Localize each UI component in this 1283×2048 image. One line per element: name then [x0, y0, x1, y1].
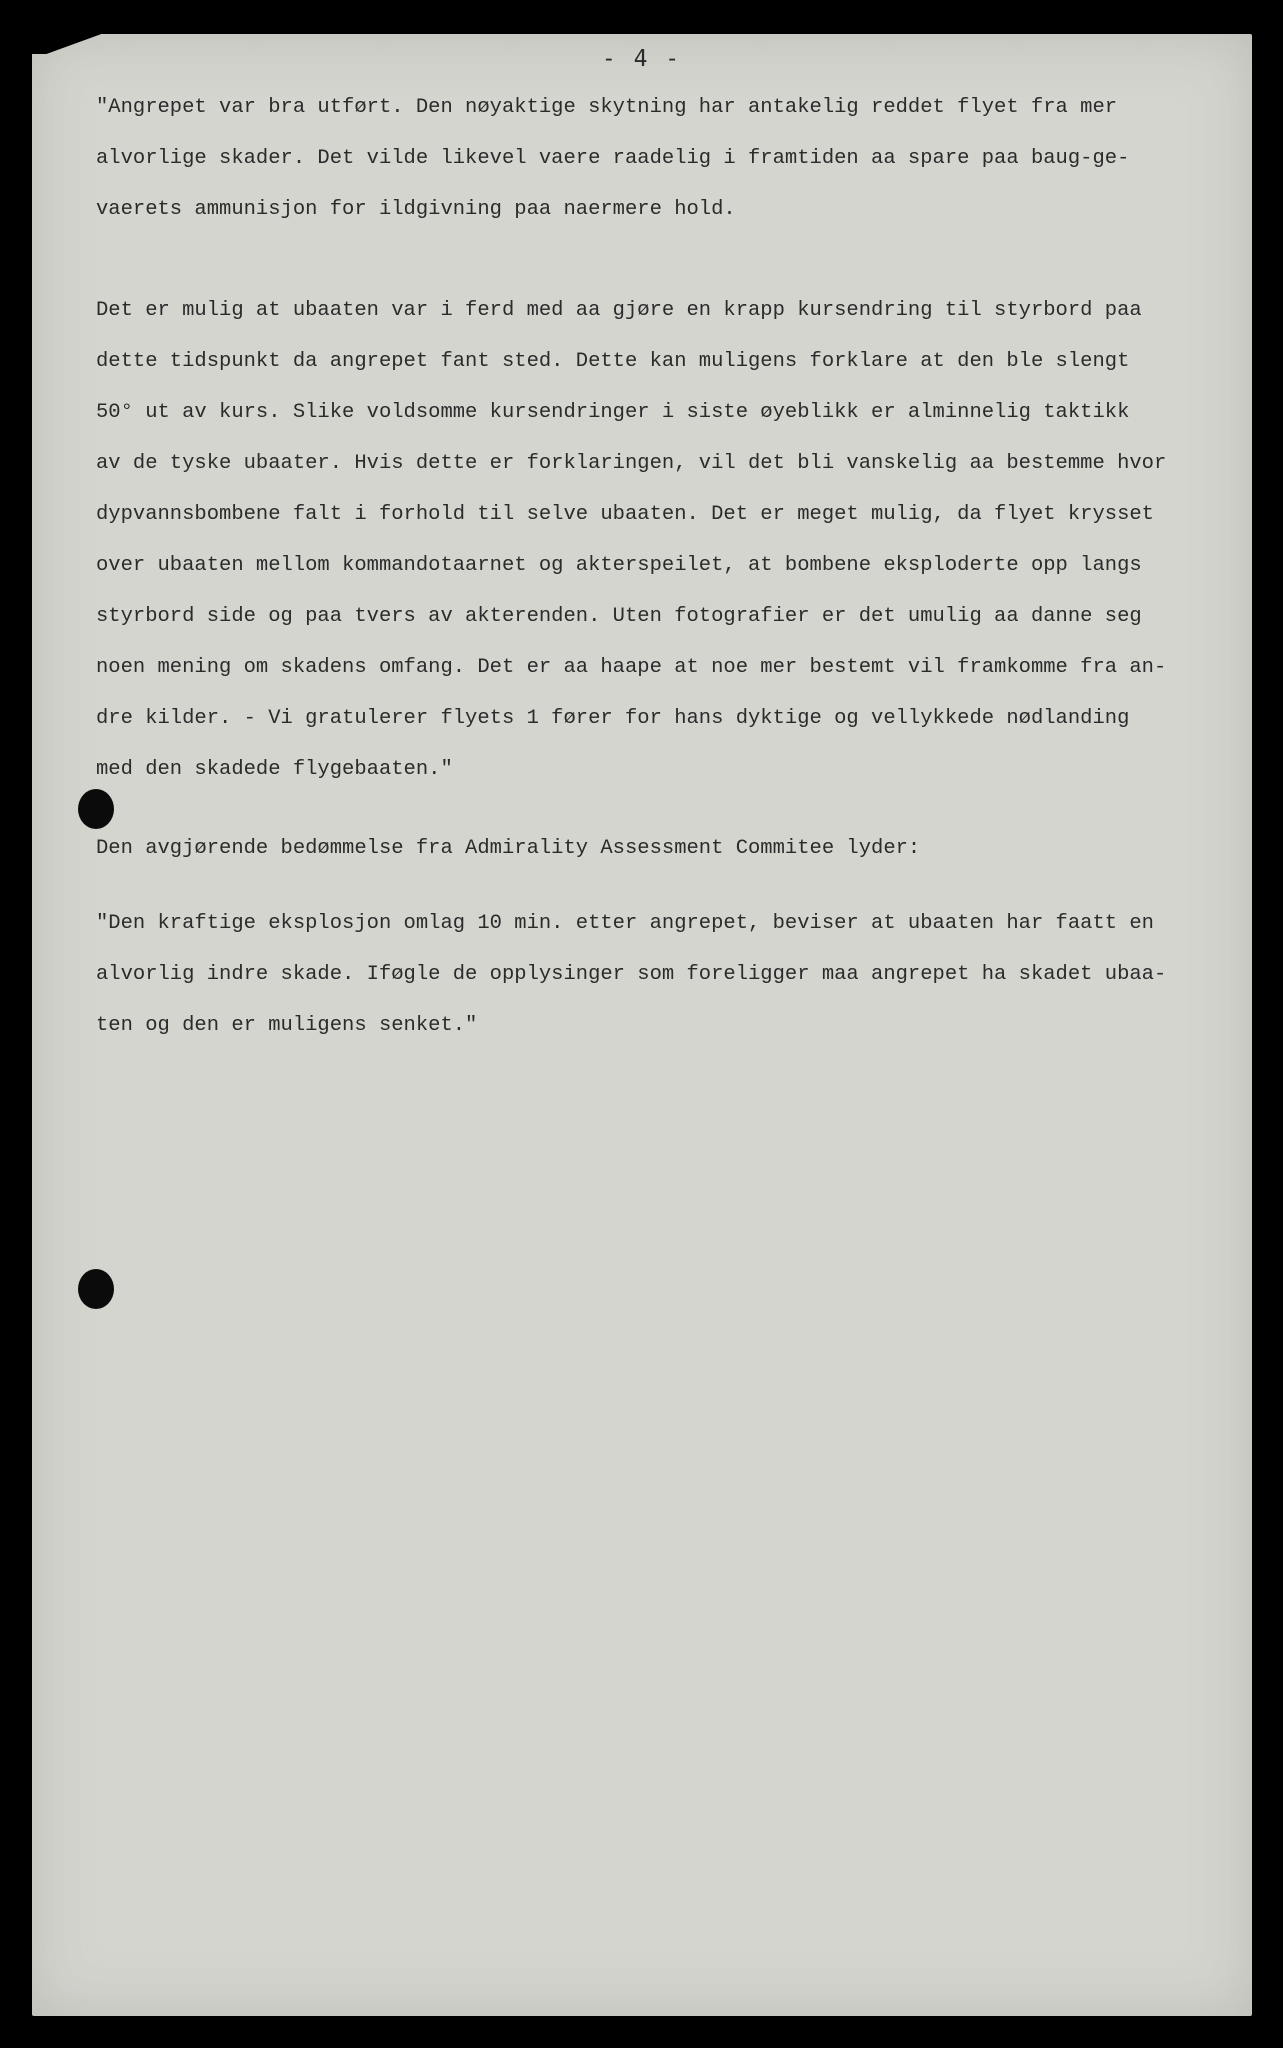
text-line: alvorlige skader. Det vilde likevel vaere raadelig i framtiden aa spare paa baug-ge-: [96, 147, 1130, 170]
text-line: ten og den er muligens senket.": [96, 1014, 478, 1037]
text-line: alvorlig indre skade. Iføgle de opplysinger som foreligger maa angrepet ha skadet ubaa-: [96, 963, 1167, 986]
text-line: dre kilder. - Vi gratulerer flyets 1 fører for hans dyktige og vellykkede nødlanding: [96, 707, 1130, 730]
text-line: styrbord side og paa tvers av akterenden. Uten fotografier er det umulig aa danne seg: [96, 605, 1142, 628]
paragraph-admiralty-intro: [96, 823, 1236, 874]
text-line: av de tyske ubaater. Hvis dette er forklaringen, vil det bli vanskelig aa bestemme hvor: [96, 452, 1167, 475]
text-line: Den avgjørende bedømmelse fra Admirality Assessment Commitee lyder:: [96, 837, 921, 860]
text-line: dette tidspunkt da angrepet fant sted. Dette kan muligens forklare at den ble slengt: [96, 350, 1130, 373]
text-line: 50° ut av kurs. Slike voldsomme kursendringer i siste øyeblikk er alminnelig taktikk: [96, 401, 1130, 424]
punch-hole: [78, 1269, 114, 1309]
paragraph-assessment-quote: [96, 82, 1236, 235]
page-number: - 4 -: [601, 46, 682, 72]
paragraph-course-change: [96, 285, 1236, 795]
text-line: dypvannsbombene falt i forhold til selve ubaaten. Det er meget mulig, da flyet krysset: [96, 503, 1154, 526]
text-line: "Den kraftige eksplosjon omlag 10 min. etter angrepet, beviser at ubaaten har faatt en: [96, 912, 1154, 935]
text-line: over ubaaten mellom kommandotaarnet og akterspeilet, at bombene eksploderte opp langs: [96, 554, 1142, 577]
paragraph-admiralty-quote: [96, 898, 1236, 1051]
text-line: Det er mulig at ubaaten var i ferd med aa gjøre en krapp kursendring til styrbord paa: [96, 299, 1142, 322]
text-line: vaerets ammunisjon for ildgivning paa naermere hold.: [96, 198, 736, 221]
punch-hole: [78, 789, 114, 829]
text-line: med den skadede flygebaaten.": [96, 758, 453, 781]
text-line: "Angrepet var bra utført. Den nøyaktige skytning har antakelig reddet flyet fra mer: [96, 96, 1118, 119]
text-line: noen mening om skadens omfang. Det er aa haape at noe mer bestemt vil framkomme fra an-: [96, 656, 1167, 679]
